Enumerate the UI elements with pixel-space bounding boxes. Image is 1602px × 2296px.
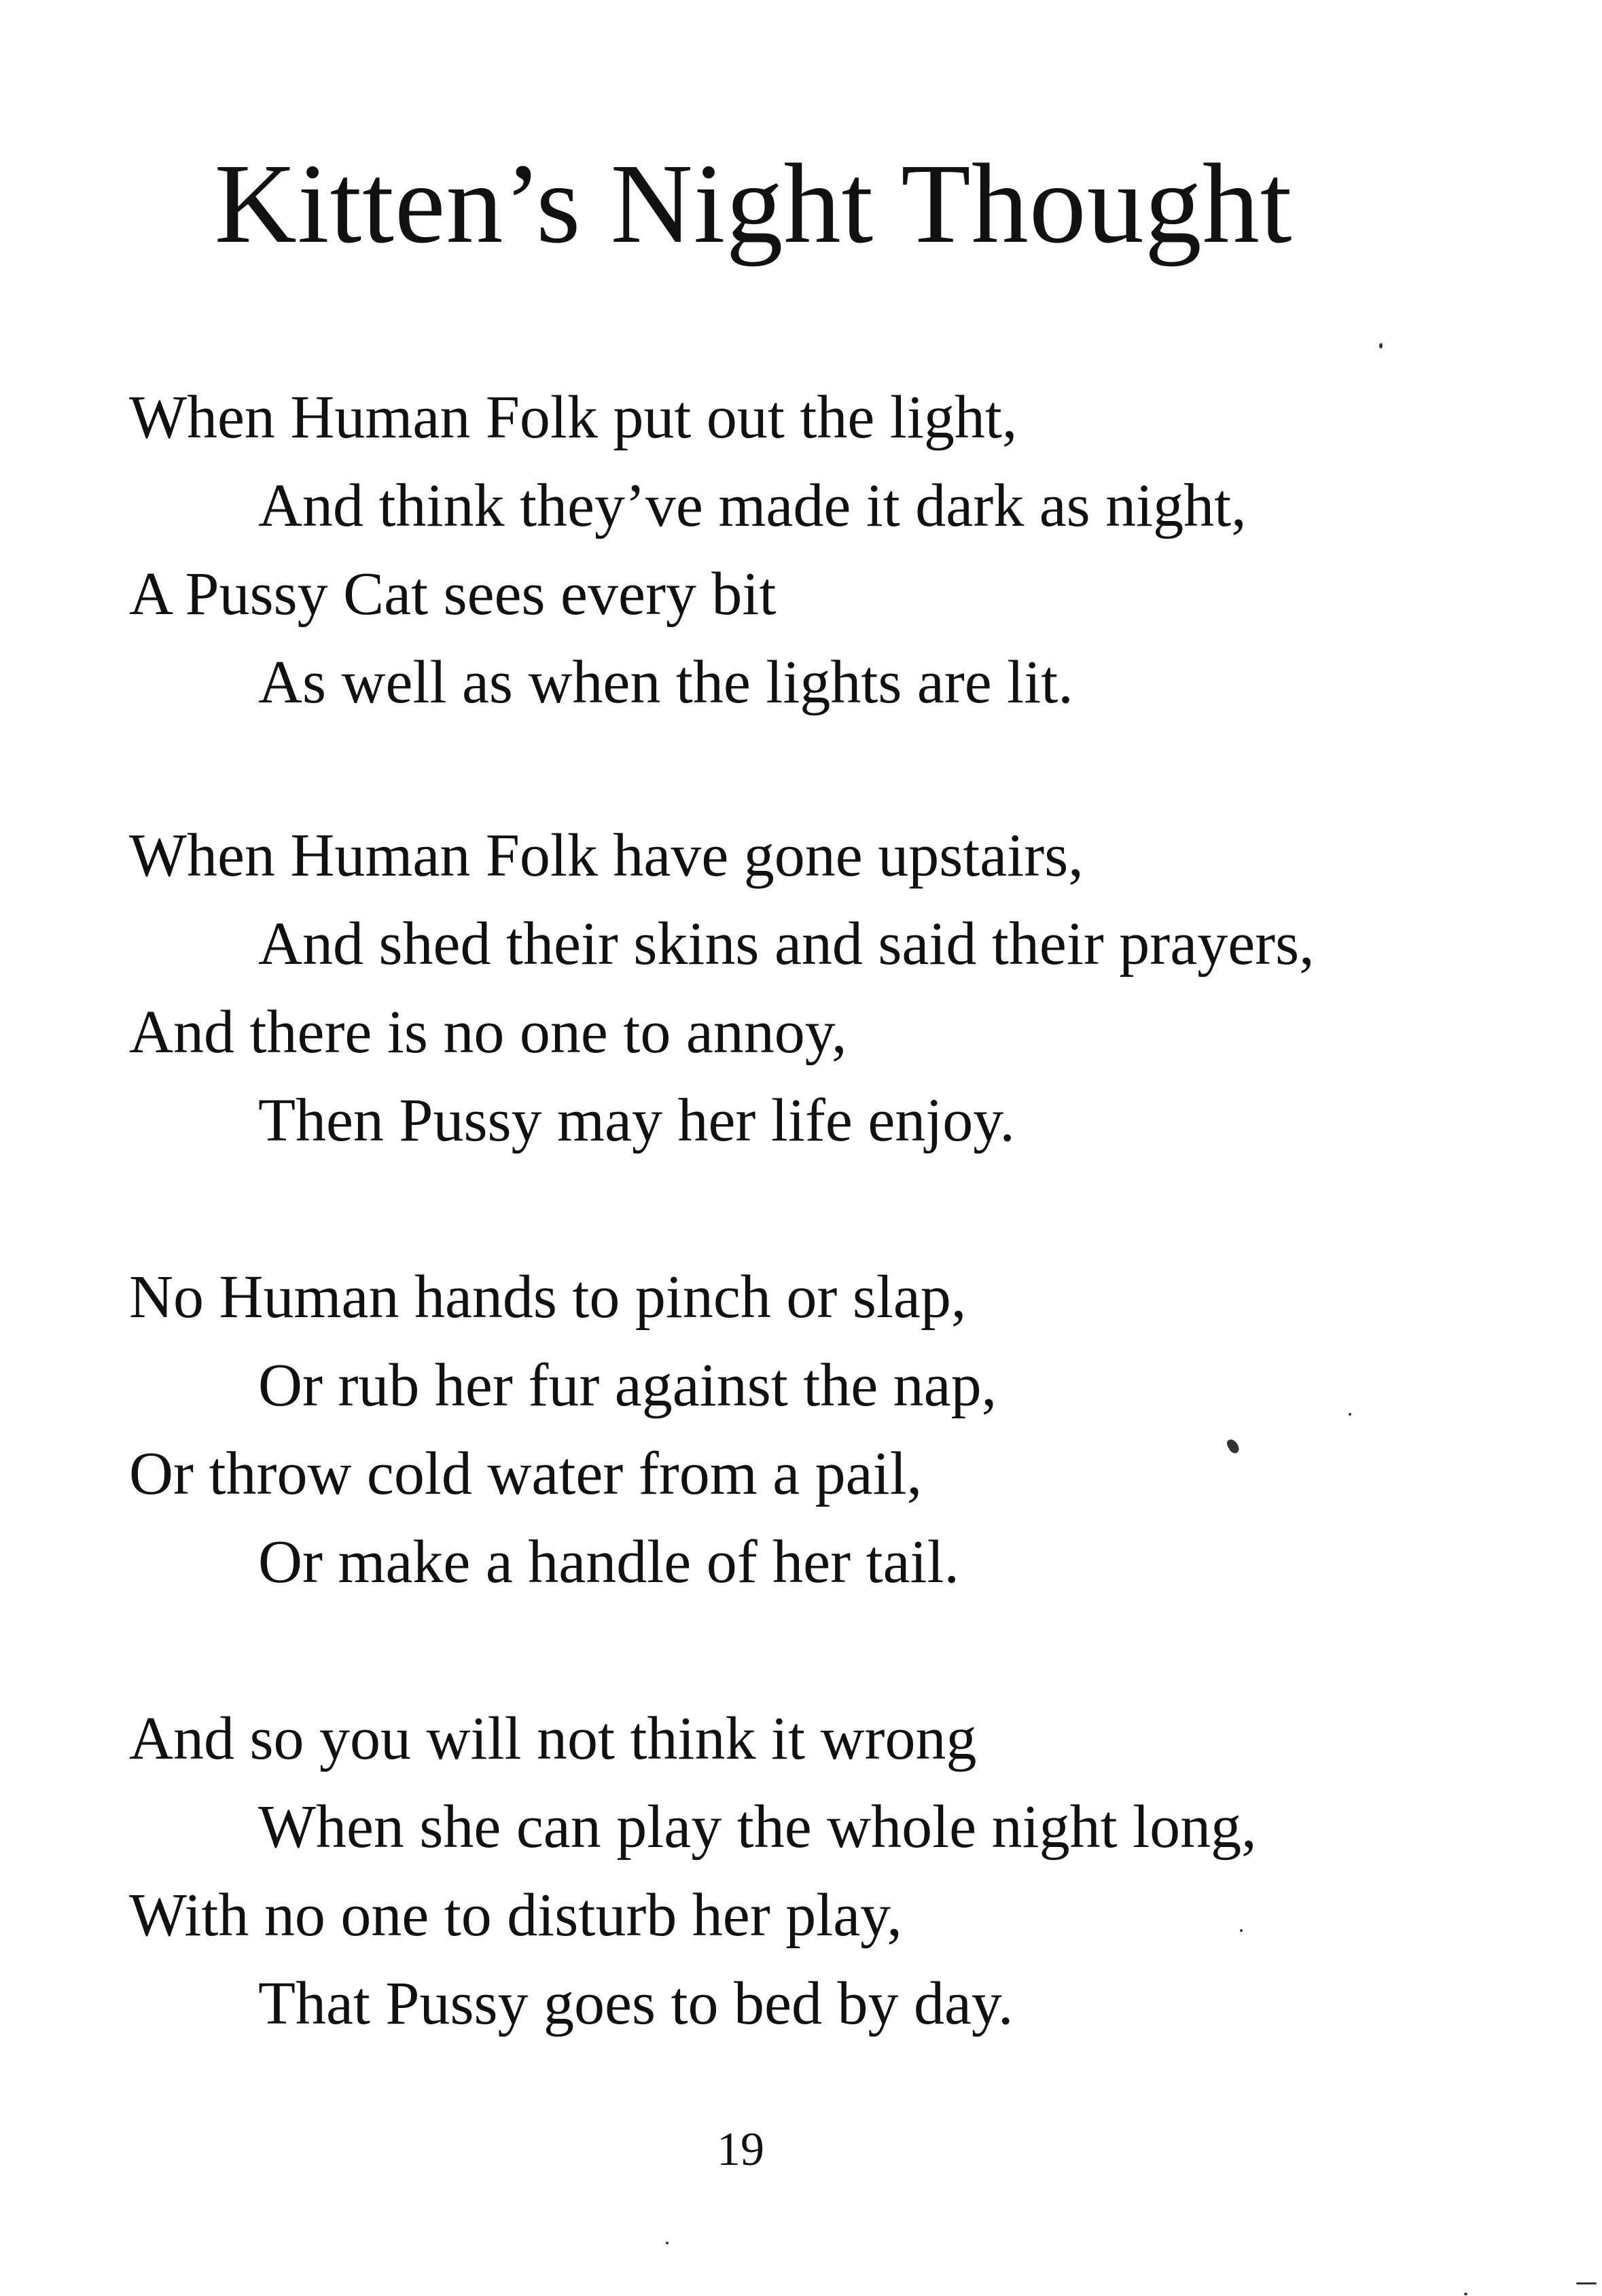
poem-line: Or make a handle of her tail. xyxy=(258,1528,960,1596)
poem-line: Then Pussy may her life enjoy. xyxy=(258,1087,1015,1154)
poem-title: Kitten’s Night Thought xyxy=(214,141,1293,267)
poem-line: And shed their skins and said their prayers, xyxy=(258,910,1315,977)
scan-speck xyxy=(1225,1437,1241,1455)
poem-line: Or throw cold water from a pail, xyxy=(129,1440,923,1507)
poem-line: And think they’ve made it dark as night, xyxy=(258,472,1247,539)
scan-speck xyxy=(1464,2293,1467,2295)
poem-line: With no one to disturb her play, xyxy=(129,1882,902,1949)
poem-line: Or rub her fur against the nap, xyxy=(258,1352,997,1419)
poem-line: And there is no one to annoy, xyxy=(129,999,847,1066)
scan-speck xyxy=(1349,1413,1351,1416)
poem-line: And so you will not think it wrong xyxy=(129,1705,977,1772)
poem-line: That Pussy goes to bed by day. xyxy=(258,1970,1014,2037)
scan-speck xyxy=(1379,343,1383,348)
poem-line: As well as when the lights are lit. xyxy=(258,649,1073,716)
scan-speck xyxy=(1576,2282,1597,2284)
scan-speck xyxy=(666,2242,669,2244)
scan-speck xyxy=(1240,1929,1243,1932)
poem-line: When Human Folk have gone upstairs, xyxy=(129,822,1084,889)
poem-line: When she can play the whole night long, xyxy=(258,1793,1257,1861)
poem-line: No Human hands to pinch or slap, xyxy=(129,1263,967,1331)
poem-line: When Human Folk put out the light, xyxy=(129,384,1018,451)
page-number: 19 xyxy=(717,2123,764,2176)
poem-line: A Pussy Cat sees every bit xyxy=(129,560,777,628)
